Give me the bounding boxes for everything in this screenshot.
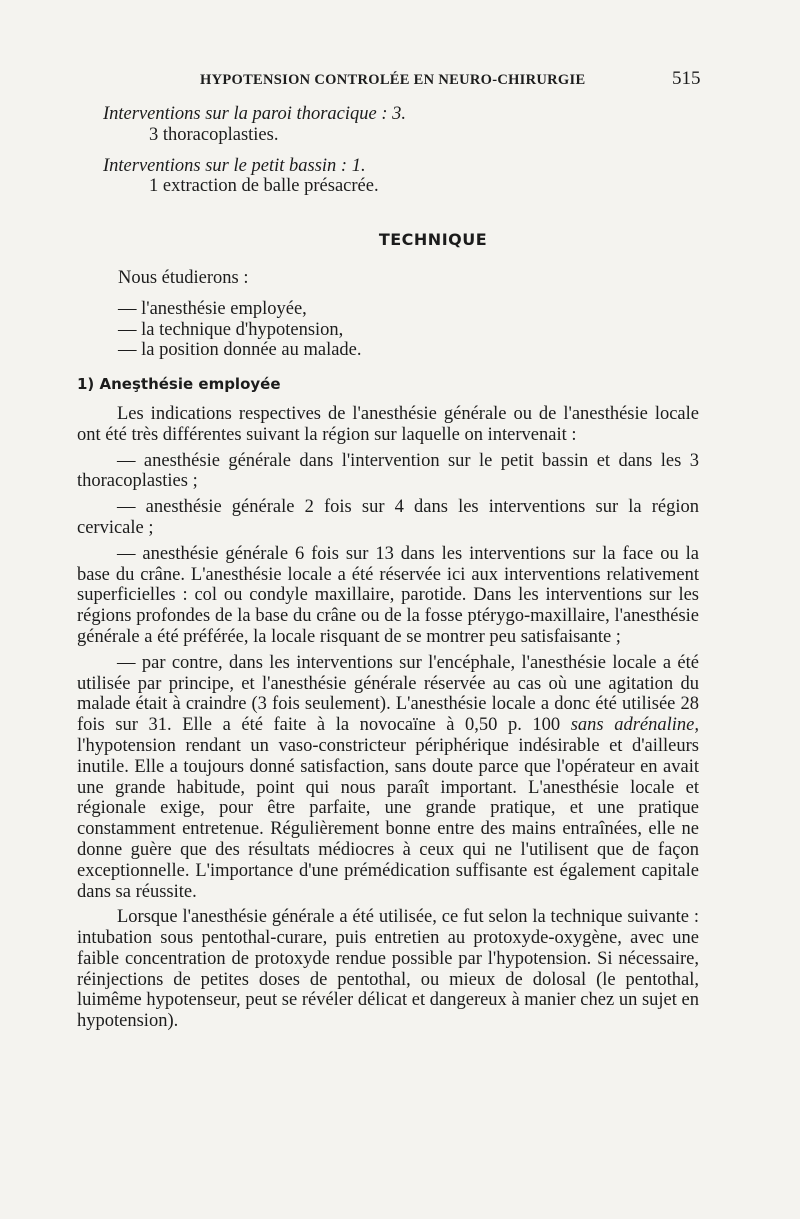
section-bassin-item: 1 extraction de balle présacrée.	[149, 176, 379, 197]
paragraph: — anesthésie générale 2 fois sur 4 dans les interventions sur la région cervicale ;	[77, 497, 699, 538]
paragraph: — anesthésie générale 6 fois sur 13 dans les interventions sur la face ou la base du crâne. L'anesthésie locale a été réservée ici aux interventions relativement superficielles : col ou condyle maxillaire, parotide. Dans les interventions sur les régions profondes de la base du crâne ou de la fosse ptérygo-maxillaire, l'anesthésie générale a été préférée, la locale risquant de se montrer peu satisfaisante ;	[77, 543, 699, 647]
emphasis-text: sans adrénaline,	[570, 715, 699, 736]
paragraph: — anesthésie générale dans l'intervention sur le petit bassin et dans les 3 thoracoplasties ;	[77, 450, 699, 492]
paragraph-text: l'hypotension rendant un vaso-constricteur périphérique indésirable et d'ailleurs inutile. Elle a toujours donné satisfaction, sans doute parce que l'opérateur en avait une grande habitude, point qui nous paraît important. L'anesthésie locale et régionale exige, pour être parfaite, une grande pratique, et une pratique constamment entretenue. Régulièrement bonne entre des mains entraînées, elle ne donne guère que des résultats médiocres à ceux qui ne l'utilisent que de façon exceptionnelle. L'importance d'une prémédication suffisante est également capitale dans sa réussite.	[77, 735, 699, 902]
page-body	[77, 104, 699, 1032]
technique-intro: Nous étudierons :	[118, 267, 249, 288]
running-head: HYPOTENSION CONTROLÉE EN NEURO-CHIRURGIE	[200, 72, 586, 88]
technique-heading: TECHNIQUE	[378, 230, 488, 250]
paragraph-text: — par contre, dans les interventions sur l'encéphale, l'anesthésie locale a été utilisée par principe, et l'anesthésie générale réservée au cas où une agitation du malade était à craindre (3 fois seulement). L'anesthésie locale a donc été utilisée 28 fois sur 31. Elle a été faite à la novocaïne à 0,50 p. 100	[77, 652, 699, 736]
technique-item: — l'anesthésie employée,	[118, 298, 307, 319]
technique-item: — la technique d'hypotension,	[118, 319, 344, 340]
paragraph	[77, 653, 699, 903]
technique-item: — la position donnée au malade.	[118, 340, 362, 361]
page-number: 515	[672, 68, 701, 89]
section-thorax-title: Interventions sur la paroi thoracique : 3.	[103, 104, 406, 124]
anesthesie-subheading: 1) Aneşthésie employée	[77, 375, 281, 394]
paragraph: Les indications respectives de l'anesthésie générale ou de l'anesthésie locale ont été très différentes suivant la région sur laquelle on intervenait :	[77, 403, 699, 445]
section-bassin-title: Interventions sur le petit bassin : 1.	[103, 155, 366, 176]
paragraph: Lorsque l'anesthésie générale a été utilisée, ce fut selon la technique suivante : intubation sous pentothal-curare, puis entretien au protoxyde-oxygène, avec une faible concentration de protoxyde rendue possible par l'hypotension. Si nécessaire, réinjections de petites doses de pentothal, ou mieux de dolosal (le pentothal, luimême hypotenseur, peut se révéler délicat et dangereux à manier chez un sujet en hypotension).	[77, 907, 699, 1032]
section-thorax-item: 3 thoracoplasties.	[149, 124, 279, 145]
